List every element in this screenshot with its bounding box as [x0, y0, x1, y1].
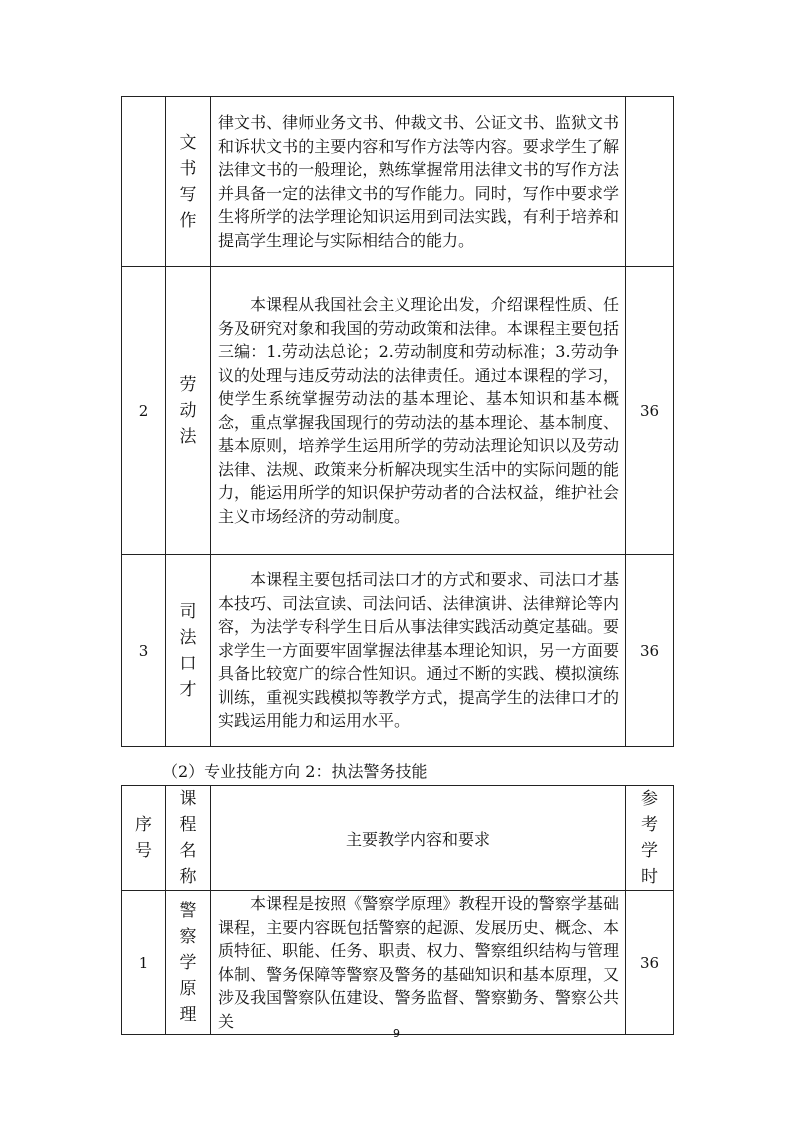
- course-name-cell: [166, 97, 211, 267]
- table-header-row: [122, 786, 674, 891]
- course-content: 律文书、律师业务文书、仲裁文书、公证文书、监狱文书和诉状文书的主要内容和写作方法等内容。要求学生了解法律文书的一般理论，熟练掌握常用法律文书的写作方法并具备一定的法律文书的写作能力。同时，写作中要求学生将所学的法学理论知识运用到司法实践，有利于培养和提高学生理论与实际相结合的能力。: [218, 113, 619, 250]
- course-name: 文书写作: [179, 132, 197, 231]
- course-hours: 36: [626, 267, 674, 555]
- course-content-cell: [211, 555, 626, 747]
- course-content: 本课程从我国社会主义理论出发，介绍课程性质、任务及研究对象和我国的劳动政策和法律。本课程主要包括三编：1.劳动法总论；2.劳动制度和劳动标准；3.劳动争议的处理与违反劳动法的法律责任。通过本课程的学习，使学生系统掌握劳动法的基本理论、基本知识和基本概念，重点掌握我国现行的劳动法的基本理论、基本制度、基本原则，培养学生运用所学的劳动法理论知识以及劳动法律、法规、政策来分析解决现实生活中的实际问题的能力，能运用所学的知识保护劳动者的合法权益，维护社会主义市场经济的劳动制度。: [218, 295, 619, 526]
- course-name: 司法口才: [179, 601, 197, 700]
- row-index: 2: [122, 267, 166, 555]
- section-heading: （2）专业技能方向 2：执法警务技能: [162, 762, 428, 781]
- course-hours: 36: [626, 555, 674, 747]
- course-name: 警察学原理: [179, 900, 197, 1025]
- course-hours: [626, 97, 674, 267]
- row-index: [122, 97, 166, 267]
- course-hours: 36: [626, 891, 674, 1035]
- header-course-name: 课程名称: [179, 789, 197, 887]
- course-name-cell: [166, 891, 211, 1035]
- table-row: [122, 891, 674, 1035]
- course-content-cell: [211, 97, 626, 267]
- course-name-cell: [166, 267, 211, 555]
- page-number: 9: [393, 1027, 400, 1040]
- row-index: 1: [122, 891, 166, 1035]
- header-course-name-cell: [166, 786, 211, 891]
- table-row: [122, 97, 674, 267]
- table-row: [122, 267, 674, 555]
- table-row: [122, 555, 674, 747]
- header-index-cell: [122, 786, 166, 891]
- course-content: 本课程主要包括司法口才的方式和要求、司法口才基本技巧、司法宣读、司法问话、法律演讲、法律辩论等内容，为法学专科学生日后从事法律实践活动奠定基础。要求学生一方面要牢固掌握法律基本理论知识，另一方面要具备比较宽广的综合性知识。通过不断的实践、模拟演练训练，重视实践模拟等教学方式，提高学生的法律口才的实践运用能力和运用水平。: [218, 570, 619, 731]
- course-content-cell: [211, 267, 626, 555]
- course-content: 本课程是按照《警察学原理》教程开设的警察学基础课程，主要内容既包括警察的起源、发展历史、概念、本质特征、职能、任务、职责、权力、警察组织结构与管理体制、警务保障等警察及警务的基础知识和基本原理，又涉及我国警察队伍建设、警务监督、警察勤务、警察公共关: [218, 894, 619, 1031]
- header-hours-cell: [626, 786, 674, 891]
- header-index: 序号: [135, 815, 152, 861]
- header-hours: 参考学时: [641, 789, 658, 887]
- course-name-cell: [166, 555, 211, 747]
- course-table-police-skills: [121, 785, 674, 1035]
- course-table-continued: [121, 96, 674, 747]
- header-content: 主要教学内容和要求: [211, 786, 626, 891]
- course-name: 劳动法: [179, 374, 197, 447]
- course-content-cell: [211, 891, 626, 1035]
- row-index: 3: [122, 555, 166, 747]
